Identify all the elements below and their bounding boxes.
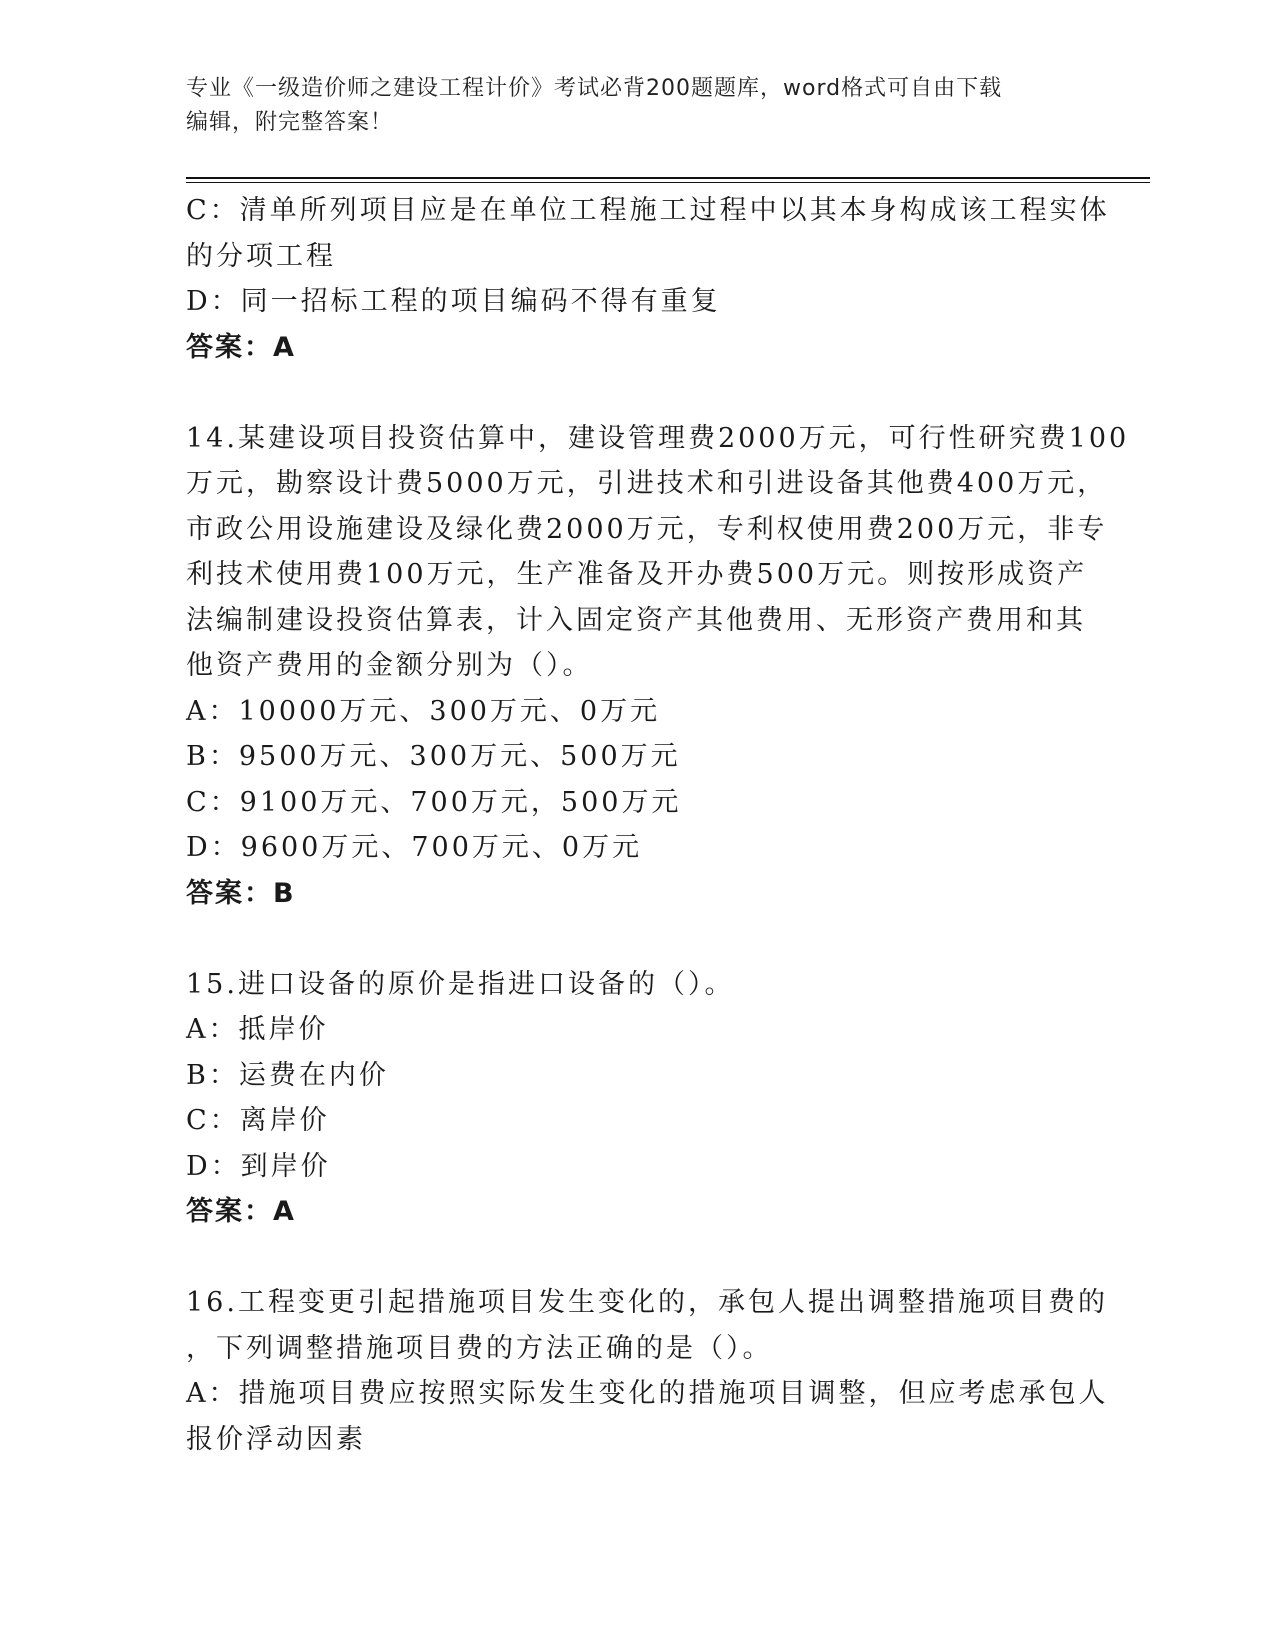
option-b: B：运费在内价 [186,1059,389,1091]
answer: 答案：A [186,331,296,363]
header-line-1: 专业《一级造价师之建设工程计价》考试必背200题题库，word格式可自由下载 [186,76,1003,101]
option-c: C：9100万元、700万元，500万元 [186,786,682,818]
option-a-line-2: 报价浮动因素 [186,1423,366,1455]
header-divider-thin [186,182,1150,183]
spacer [186,916,1086,962]
spacer [186,1235,1086,1281]
option-d: D：同一招标工程的项目编码不得有重复 [186,286,721,317]
question-15 [186,962,1086,1235]
document-body [186,188,1130,1462]
option-d: D：到岸价 [186,1150,331,1182]
question-stem-line: 他资产费用的金额分别为（）。 [186,650,593,681]
option-a: A：抵岸价 [186,1014,329,1045]
answer: 答案：B [186,877,296,909]
option-c-line-1: C：清单所列项目应是在单位工程施工过程中以其本身构成该工程实体 [186,195,1110,226]
option-a: A：10000万元、300万元、0万元 [186,695,661,727]
question-stem-line: 市政公用设施建设及绿化费2000万元，专利权使用费200万元，非专 [186,513,1108,545]
option-c: C：离岸价 [186,1105,330,1136]
question-stem-line: 万元，勘察设计费5000万元，引进技术和引进设备其他费400万元， [186,468,1108,499]
option-d: D：9600万元、700万元、0万元 [186,832,643,863]
option-c-line-2: 的分项工程 [186,240,336,272]
question-stem-line: 14.某建设项目投资估算中，建设管理费2000万元，可行性研究费100 [186,422,1130,454]
question-14 [186,416,1130,917]
header-divider-thick [186,177,1150,179]
question-stem-line: 利技术使用费100万元，生产准备及开办费500万元。则按形成资产 [186,559,1088,590]
question-stem-line: 16.工程变更引起措施项目发生变化的，承包人提出调整措施项目费的 [186,1287,1108,1318]
question-stem-line: 法编制建设投资估算表，计入固定资产其他费用、无形资产费用和其 [186,604,1086,636]
question-13-continued [186,188,1110,370]
option-a-line-1: A：措施项目费应按照实际发生变化的措施项目调整，但应考虑承包人 [186,1378,1109,1409]
question-stem-line: ，下列调整措施项目费的方法正确的是（）。 [186,1332,773,1364]
option-b: B：9500万元、300万元、500万元 [186,741,681,772]
spacer [186,370,1086,416]
answer: 答案：A [186,1196,296,1227]
header-line-2: 编辑，附完整答案！ [186,110,394,135]
document-header [186,72,1086,140]
question-stem: 15.进口设备的原价是指进口设备的（）。 [186,968,735,1000]
question-16 [186,1280,1109,1462]
